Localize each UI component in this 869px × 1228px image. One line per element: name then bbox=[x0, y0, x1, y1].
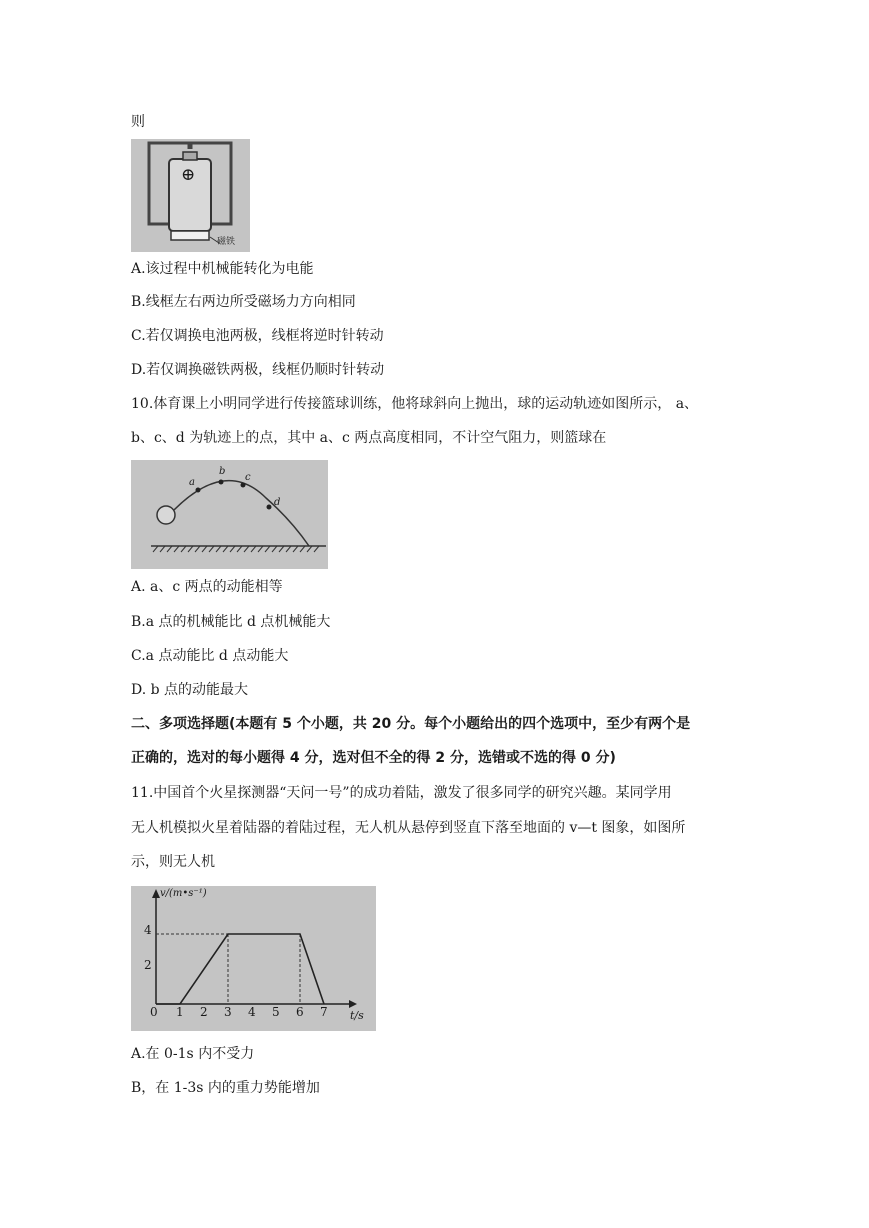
plus-terminal-label: ⊕ bbox=[181, 165, 196, 185]
figure-battery-frame bbox=[131, 139, 250, 252]
point-d-label: d bbox=[274, 497, 281, 508]
section-heading-cont: 正确的，选对的每小题得 4 分，选对但不全的得 2 分，选错或不选的得 0 分) bbox=[131, 750, 616, 766]
x-tick-6: 6 bbox=[296, 1005, 304, 1019]
x-tick-5: 5 bbox=[272, 1005, 280, 1019]
x-axis-label: t/s bbox=[350, 1009, 364, 1022]
option-d: D.若仅调换磁铁两极，线框仍顺时针转动 bbox=[131, 362, 385, 378]
x-tick-1: 1 bbox=[176, 1005, 184, 1019]
x-tick-2: 2 bbox=[200, 1005, 208, 1019]
point-c-label: c bbox=[245, 472, 251, 483]
option-a: A. a、c 两点的动能相等 bbox=[131, 579, 283, 595]
option-b: B，在 1-3s 内的重力势能增加 bbox=[131, 1080, 320, 1096]
text-line: 则 bbox=[131, 114, 145, 130]
option-d: D. b 点的动能最大 bbox=[131, 682, 249, 698]
section-heading: 二、多项选择题(本题有 5 个小题，共 20 分。每个小题给出的四个选项中，至少有两个是 bbox=[131, 716, 691, 732]
y-axis-label: v/(m•s⁻¹) bbox=[160, 888, 207, 899]
x-tick-3: 3 bbox=[224, 1005, 232, 1019]
question-10-cont: b、c、d 为轨迹上的点，其中 a、c 两点高度相同，不计空气阻力，则篮球在 bbox=[131, 430, 607, 446]
magnet-label: 磁铁 bbox=[217, 237, 236, 247]
option-b: B.a 点的机械能比 d 点机械能大 bbox=[131, 614, 331, 630]
point-b-label: b bbox=[219, 466, 226, 477]
option-a: A.在 0-1s 内不受力 bbox=[131, 1046, 255, 1062]
option-a: A.该过程中机械能转化为电能 bbox=[131, 261, 314, 277]
x-tick-7: 7 bbox=[320, 1005, 328, 1019]
x-tick-0: 0 bbox=[150, 1005, 158, 1019]
figure-ball-trajectory bbox=[131, 460, 328, 569]
y-tick-4: 4 bbox=[144, 923, 152, 937]
question-11-cont: 示，则无人机 bbox=[131, 854, 215, 870]
question-10: 10.体育课上小明同学进行传接篮球训练，他将球斜向上抛出，球的运动轨迹如图所示， a、 bbox=[131, 396, 699, 412]
option-c: C.若仅调换电池两极，线框将逆时针转动 bbox=[131, 328, 384, 344]
question-11-cont: 无人机模拟火星着陆器的着陆过程，无人机从悬停到竖直下落至地面的 v—t 图象，如图所 bbox=[131, 820, 686, 836]
y-tick-2: 2 bbox=[144, 958, 152, 972]
option-c: C.a 点动能比 d 点动能大 bbox=[131, 648, 289, 664]
figure-vt-graph bbox=[131, 886, 376, 1031]
point-a-label: a bbox=[189, 477, 195, 488]
option-b: B.线框左右两边所受磁场力方向相同 bbox=[131, 294, 356, 310]
question-11: 11.中国首个火星探测器“天问一号”的成功着陆，激发了很多同学的研究兴趣。某同学用 bbox=[131, 785, 672, 801]
x-tick-4: 4 bbox=[248, 1005, 256, 1019]
